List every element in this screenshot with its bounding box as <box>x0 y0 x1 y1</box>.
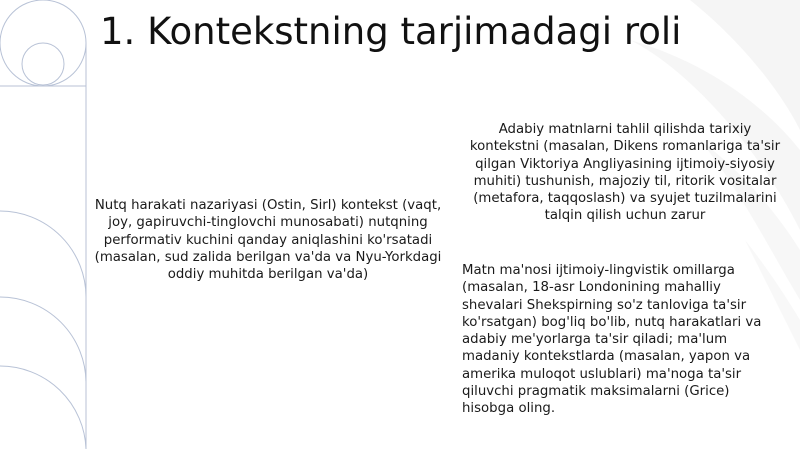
circle-outline-decoration <box>0 0 86 449</box>
text-block-historical-context: Adabiy matnlarni tahlil qilishda tarixiy kontekstni (masalan, Dikens romanlariga ta'sir qilgan Viktoriya Angliyasining ijtimoiy-siyosiy muhiti) tushunish, majoziy til, ritorik vositalar (metafora, taqqoslash) va syujet tuzilmalarini talqin qilish uchun zarur <box>469 122 781 224</box>
text-block-speech-act-theory: Nutq harakati nazariyasi (Ostin, Sirl) kontekst (vaqt, joy, gapiruvchi-tinglovchi munosabati) nutqning performativ kuchini qanday aniqlashini ko'rsatadi (masalan, sud zalida berilgan va'da va Nyu-Yorkdagi oddiy muhitda berilgan va'da) <box>94 198 442 283</box>
slide-title: 1. Kontekstning tarjimadagi roli <box>100 10 682 53</box>
text-block-sociolinguistic-factors: Matn ma'nosi ijtimoiy-lingvistik omillarga (masalan, 18-asr Londonining mahalliy shevalari Shekspirning so'z tanloviga ta'sir ko'rsatgan) bog'liq bo'lib, nutq harakatlari va adabiy me'yorlarga ta'sir qiladi; ma'lum madaniy kontekstlarda (masalan, yapon va amerika muloqot uslublari) ma'noga ta'sir qiluvchi pragmatik maksimalarni (Grice) hisobga oling. <box>462 263 762 417</box>
